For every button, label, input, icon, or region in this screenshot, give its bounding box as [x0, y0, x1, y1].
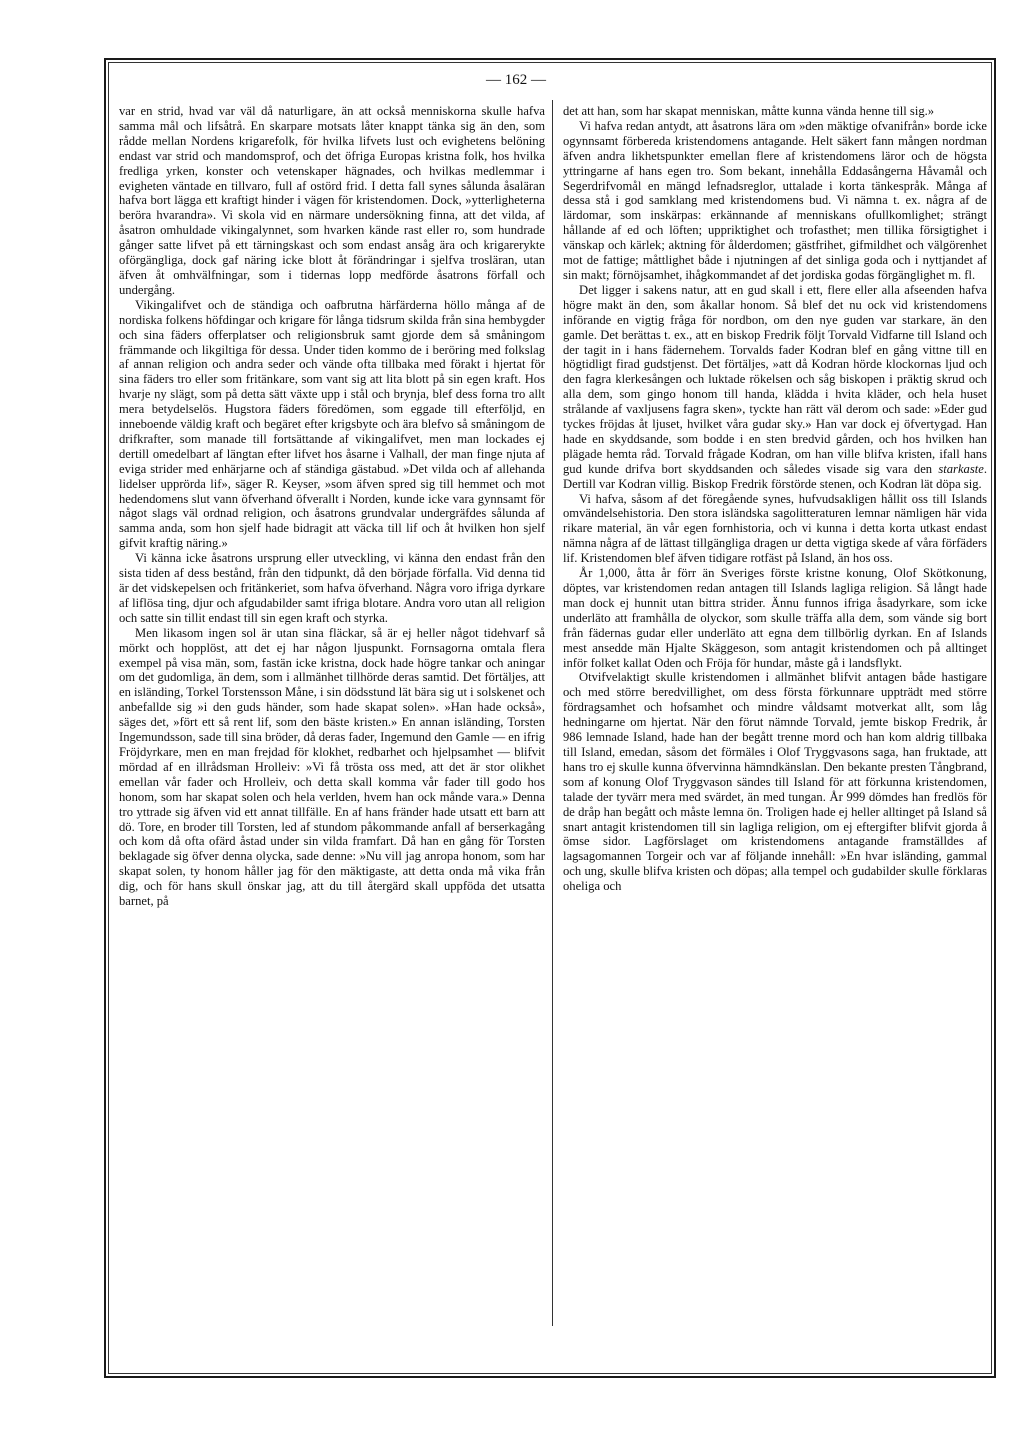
- paragraph: Vi hafva, såsom af det föregående synes, hufvudsakligen hållit oss till Islands omvändelsehistoria. Den stora isländska sagolitteraturen lemnar nämligen här vida rikare material, än vår egen fornhistoria, och vi kunna i detta korta utkast endast nämna några af de lättast tillgängliga dragen ur detta vigtiga skede af våra förfäders lif. Kristendomen blef äfven tidigare rotfäst på Island, än hos oss.: [563, 491, 987, 566]
- page-number: — 162 —: [486, 72, 546, 88]
- right-column: [563, 104, 987, 894]
- paragraph: År 1,000, åtta år förr än Sveriges förste kristne konung, Olof Skötkonung, döptes, var kristendomen redan antagen till Islands lagliga religion. Så långt hade man dock ej hunnit utan bittra strider. Ännu funnos ifriga åsadyrkare, som icke underläto att framhålla de olyckor, som skulle träffa alla dem, som vände sig bort från fädernas gudar eller underläto att egna dem tillbörlig dyrkan. En af Islands mest ansedde män Hjalte Skäggeson, som antagit kristendomen och på alltinget inför folket kallat Oden och Fröja för hundar, måste gå i landsflykt.: [563, 566, 987, 670]
- paragraph: Vikingalifvet och de ständiga och oafbrutna härfärderna höllo många af de nordiska folkens höfdingar och krigare för långa tidsrum skilda från sina hembygder och sina fäders offerplatser och religionsbruk samt gjorde dem så småningom främmande och likgiltiga för dessa. Under tiden kommo de i beröring med folkslag af annan religion och andra seder och vände ofta tillbaka med förakt i hjertat för sina fäders tro eller som fritänkare, som vant sig att lita blott på sin egen kraft. Hos hvarje ny slägt, som på detta sätt växte upp i stål och brynja, blef dess forna tro allt mera betydelselös. Hugstora fäders föredömen, som eggade till efterföljd, en inneboende väldig kraft och begäret efter krigsbyte och ära blefvo så småningom de drifkrafter, som manade till fortsättande af vikingalifvet, men man lockades ej dertill omedelbart af längtan efter lifvet hos åsarne i Valhall, der man finge njuta af eviga strider med enhärjarne och af ständiga gästabud. »Det vilda och af allehanda lidelser upprörda lif», säger R. Keyser, »som äfven spred sig till hemmet och mot hedendomens slut vann öfverhand öfverallt i Norden, kunde icke vara gynnsamt för något slags väl ordnad religion, och åsatrons grundvalar undergräfdes sålunda af samma anda, som hon sjelf hade bidragit att väcka till lif och åt hvilken hon sjelf gifvit kraftig näring.»: [119, 297, 545, 551]
- paragraph-text: Det ligger i sakens natur, att en gud skall i ett, flere eller alla afseenden hafva högre makt än den, som åkallar honom. Så blef det nu ock vid kristendomens införande en vigtig fråga för nordbon, om den nye guden var starkare, än den gamle. Det berättas t. ex., att en biskop Fredrik följt Torvald Vidfarne till Island och der tagit in i hans fädernehem. Torvalds fader Kodran blef en gång vittne till en högtidligt firad gudstjenst. Det förtäljes, »att då Kodran hörde klockornas ljud och den fagra klerkesången och luktade rökelsen och såg biskopen i präktig skrud och alla dem, som gingo honom till handa, klädda i hvita kläder, och hela huset strålande af vaxljusens fagra sken», tyckte han rätt väl derom och sade: »Eder gud tyckes fröjdas åt ljuset, hvilket våra gudar sky.» Han var dock ej öfvertygad. Han hade en skyddsande, som bodde i en sten bredvid gården, och hos hvilken han plägade hemta råd. Torvald frågade Kodran, om han ville blifva kristen, ifall hans gud kunde drifva bort skyddsanden och således visade sig vara den: [563, 282, 987, 476]
- paragraph: var en strid, hvad var väl då naturligare, än att också menniskorna skulle hafva samma mål och lifsåtrå. En skarpare motsats låter knappt tänka sig än den, som rådde mellan Nordens krigarefolk, för hvilka lifvets lust och evighetens belöning endast var strid och mandomsprof, och det öfriga Europas kristna folk, hos hvilka fredliga yrken, konster och vetenskaper hägnades, och hvilkas medlemmar i evigheten väntade en tillvaro, full af ostörd frid. I detta fall synes sålunda åsaläran hafva bort lägga ett kraftigt hinder i vägen för kristendomen. Dock, »ytterligheterna beröra hvarandra». Vi skola vid en närmare undersökning finna, att det vilda, af åsatron omhuldade vikingalynnet, som hvarken kände rast eller ro, som hundrade gånger satte lifvet på ett tärningskast och som endast ansåg ära och krigarerykte oförgängliga, dock gaf näring icke blott åt förändringar i sjelfva trosläran, utan äfven åt omhvälfningar, som i tidernas lopp medförde åsatrons förfall och undergång.: [119, 104, 545, 297]
- left-column: [119, 104, 545, 909]
- paragraph: det att han, som har skapat menniskan, måtte kunna vända henne till sig.»: [563, 104, 935, 118]
- paragraph: Otvifvelaktigt skulle kristendomen i allmänhet blifvit antagen både hastigare och med större beredvillighet, om dess första förkunnare uppträdt med större fördragsamhet och hofsamhet och mindre våldsamt motverkat allt, som låg hedningarne om hjertat. När den förut nämnde Torvald, jemte biskop Fredrik, år 986 lemnade Island, hade han der begått trenne mord och han kom aldrig tillbaka till Island, emedan, såsom det förmäles i Olof Tryggvasons saga, han fruktade, att hans tro ej skulle kunna öfvervinna hämndkänslan. Den bekante presten Tångbrand, som af konung Olof Tryggvason sändes till Island för att förkunna kristendomen, talade der tyvärr mera med svärdet, än med tungan. År 999 dömdes han fredlös för de dråp han begått och måste lemna ön. Troligen hade ej heller alltinget på Island så snart antagit kristendomen till sin lagliga religion, om ej eftergifter blifvit gjorda å ömse sidor. Lagförslaget om kristendomens antagande framställdes af lagsagomannen Torgeir och var af följande innehåll: »En hvar isländing, gammal och ung, skulle blifva kristen och döpas; alla tempel och gudabilder skulle förklaras oheliga och: [563, 670, 987, 894]
- emphasis-starkaste: starkaste: [938, 461, 984, 476]
- paragraph-text: . Dertill var Kodran villig. Biskop Fredrik förstörde stenen, och Kodran lät döpa sig.: [563, 461, 987, 491]
- column-divider: [552, 100, 553, 1326]
- paragraph: Vi känna icke åsatrons ursprung eller utveckling, vi känna den endast från den sista tiden af dess bestånd, från den tidpunkt, då den började förfalla. Vid denna tid är det vidskepelsen och fritänkeriet, som hafva öfverhand. Några voro ifriga dyrkare af liflösa ting, djur och afgudabilder samt ifriga blotare. Andra voro utan all religion och satte sin tillit endast till sin egen kraft och styrka.: [119, 551, 545, 625]
- paragraph: [563, 283, 987, 492]
- paragraph: Men likasom ingen sol är utan sina fläckar, så är ej heller något tidehvarf så mörkt och hopplöst, att det ej har någon ljuspunkt. Fornsagorna omtala flera exempel på visa män, som, fastän icke kristna, dock hade högre tankar och aningar om det gudomliga, än dem, som i allmänhet tillhörde deras samtid. Det förtäljes, att en isländing, Torkel Torstensson Måne, i sin dödsstund lät bära sig ut i solskenet och anbefallde sig »i den guds händer, som hade skapat solen». »Han hade också», säges det, »fört ett så rent lif, som den bäste kristen.» En annan isländing, Torsten Ingemundsson, sade till sina bröder, då deras fader, Ingemund den Gamle — en ifrig Fröjdyrkare, men en man frejdad för klokhet, redbarhet och hjelpsamhet — blifvit mördad af en illrådsman Hrolleiv: »Vi få trösta oss med, att det är stor olikhet emellan vår fader och Hrolleiv, och detta skall komma vår fader till godo hos honom, som har skapat solen och hela verlden, hvem han ock månde vara.» Denna tro yttrade sig äfven vid ett annat tillfälle. En af hans fränder hade utsatt ett barn att dö. Tore, en broder till Torsten, led af stundom påkommande anfall af berserkagång och kom då ofta ofärd åstad under sin vilda framfart. Då han en gång för Torsten beklagade sig öfver denna olycka, sade denne: »Nu vill jag anropa honom, som har skapat solen, ty honom håller jag för den mäktigaste, att detta onda må vika från dig, och för hans skull önskar jag, att du till återgärd skall uppföda det utsatta barnet, på: [119, 625, 545, 909]
- paragraph: Vi hafva redan antydt, att åsatrons lära om »den mäktige ofvanifrån» borde icke ogynnsamt förbereda kristendomens antagande. Helt säkert fann mången nordman äfven andra likhetspunkter emellan flere af kristendomens läror och de högsta yttringarne af hans egen tro. Som bekant, innehålla Eddasångerna Håvamål och Segerdrifvomål en mängd lefnadsreglor, uttalade i korta tänkespråk. Många af dessa stå i god samklang med kristendomens bud. Vi nämna t. ex. några af de lärdomar, som inskärpas: erkännande af menniskans ofullkomlighet; strängt hållande af ed och löften; uppriktighet och trofasthet; men tillika försigtighet i vänskap och kärlek; aktning för ålderdomen; gästfrihet, gifmildhet och välgörenhet mot de fattige; måttlighet både i njutningen af det sinliga goda och i nyttjandet af sin makt; förnöjsamhet, ihågkommandet af det jordiska godas förgänglighet m. fl.: [563, 118, 987, 282]
